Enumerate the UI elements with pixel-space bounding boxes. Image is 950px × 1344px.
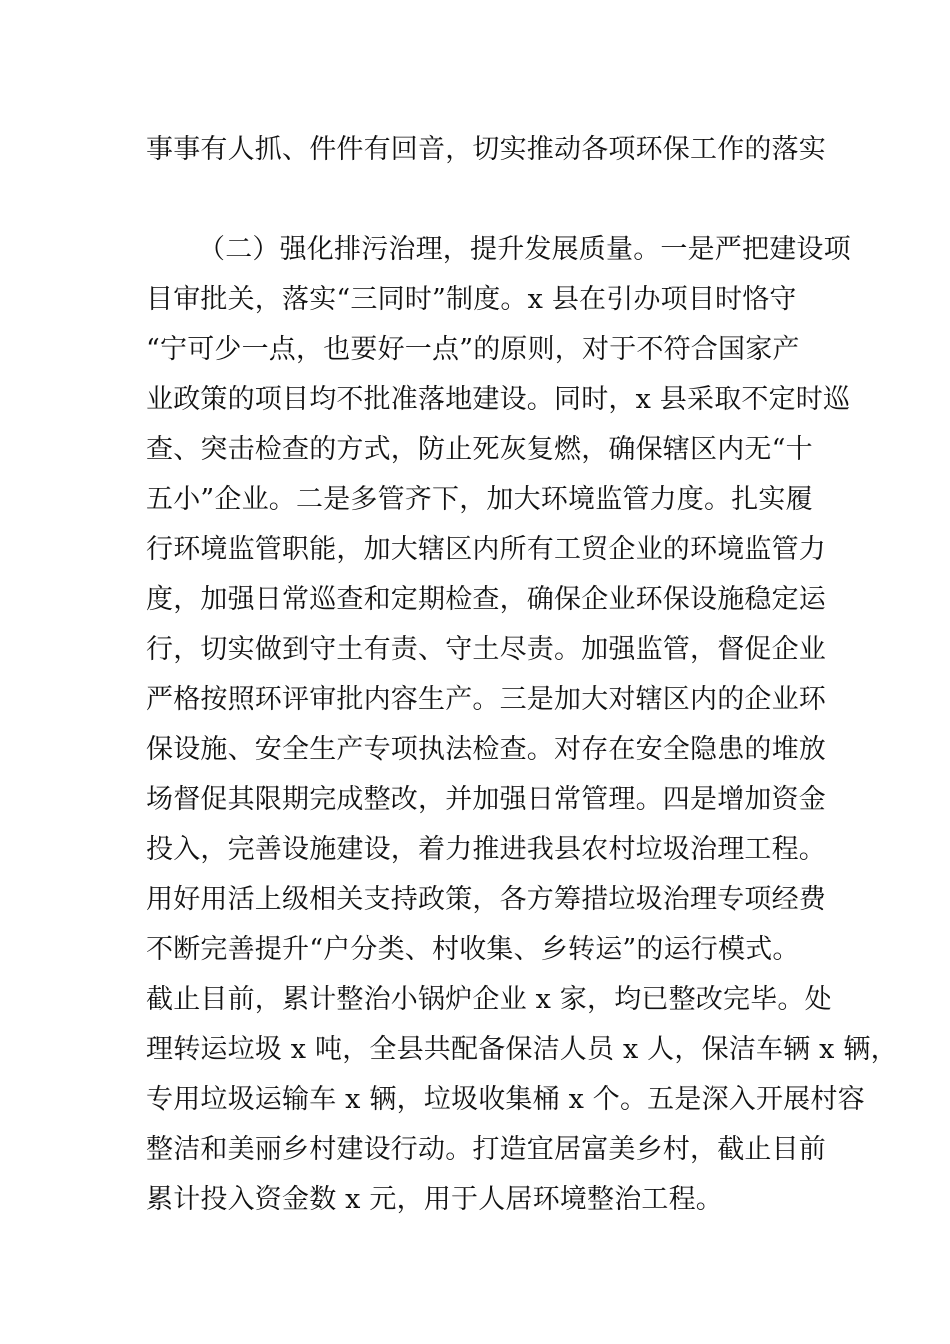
body-line: 理转运垃圾 x 吨，全县共配备保洁人员 x 人，保洁车辆 x 辆， [146,1034,898,1065]
body-line: 不断完善提升“户分类、村收集、乡转运”的运行模式。 [146,934,800,965]
body-line: 截止目前，累计整治小锅炉企业 x 家，均已整改完毕。处 [146,984,832,1015]
body-line: 保设施、安全生产专项执法检查。对存在安全隐患的堆放 [146,734,826,765]
body-line: 投入，完善设施建设，着力推进我县农村垃圾治理工程。 [146,834,826,865]
body-line: 五小”企业。二是多管齐下，加大环境监管力度。扎实履 [146,484,813,515]
body-line: 累计投入资金数 x 元，用于人居环境整治工程。 [146,1184,723,1215]
body-line: 整洁和美丽乡村建设行动。打造宜居富美乡村，截止目前 [146,1134,826,1165]
body-line: 场督促其限期完成整改，并加强日常管理。四是增加资金 [146,784,826,815]
body-line: 业政策的项目均不批准落地建设。同时，x 县采取不定时巡 [146,384,851,415]
body-line: 专用垃圾运输车 x 辆，垃圾收集桶 x 个。五是深入开展村容 [146,1084,865,1115]
section-heading-line: （二）强化排污治理，提升发展质量。一是严把建设项 [198,234,851,265]
body-line: 目审批关，落实“三同时”制度。x 县在引办项目时恪守 [146,284,797,315]
carryover-line: 事事有人抓、件件有回音，切实推动各项环保工作的落实 [146,134,826,165]
body-line: 度，加强日常巡查和定期检查，确保企业环保设施稳定运 [146,584,826,615]
body-line: “宁可少一点，也要好一点”的原则，对于不符合国家产 [146,334,800,365]
body-line: 用好用活上级相关支持政策，各方筹措垃圾治理专项经费 [146,884,826,915]
body-line: 行，切实做到守土有责、守土尽责。加强监管，督促企业 [146,634,826,665]
body-line: 严格按照环评审批内容生产。三是加大对辖区内的企业环 [146,684,826,715]
body-line: 查、突击检查的方式，防止死灰复燃，确保辖区内无“十 [146,434,813,465]
body-line: 行环境监管职能，加大辖区内所有工贸企业的环境监管力 [146,534,826,565]
